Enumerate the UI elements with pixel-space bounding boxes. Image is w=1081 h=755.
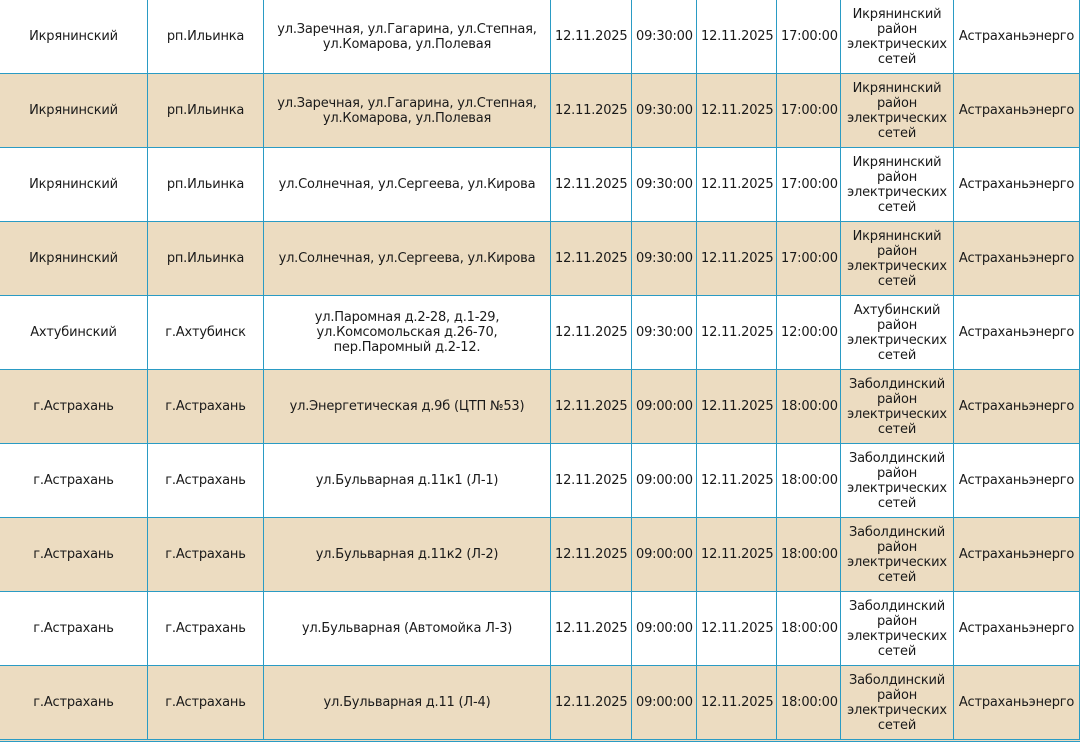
streets-cell: ул.Энергетическая д.9б (ЦТП №53) <box>264 370 551 444</box>
organization-cell: Астраханьэнерго <box>954 592 1080 666</box>
district-cell: Икрянинский <box>0 0 148 74</box>
department-cell: Заболдинский район электрических сетей <box>841 518 954 592</box>
end-date-cell: 12.11.2025 <box>697 518 777 592</box>
start-time-cell: 09:30:00 <box>632 222 697 296</box>
start-time-cell: 09:00:00 <box>632 666 697 741</box>
streets-cell: ул.Бульварная д.11к1 (Л-1) <box>264 444 551 518</box>
streets-cell: ул.Бульварная д.11к2 (Л-2) <box>264 518 551 592</box>
table-row <box>0 592 1080 666</box>
end-time-cell: 18:00:00 <box>777 370 841 444</box>
table-row <box>0 518 1080 592</box>
end-time-cell: 18:00:00 <box>777 518 841 592</box>
table-row <box>0 222 1080 296</box>
end-date-cell: 12.11.2025 <box>697 370 777 444</box>
district-cell: Ахтубинский <box>0 296 148 370</box>
department-cell: Ахтубинский район электрических сетей <box>841 296 954 370</box>
table-row <box>0 296 1080 370</box>
department-cell: Заболдинский район электрических сетей <box>841 444 954 518</box>
locality-cell: рп.Ильинка <box>148 222 264 296</box>
streets-cell: ул.Бульварная д.11 (Л-4) <box>264 666 551 741</box>
end-time-cell: 18:00:00 <box>777 666 841 741</box>
organization-cell: Астраханьэнерго <box>954 148 1080 222</box>
end-time-cell: 17:00:00 <box>777 74 841 148</box>
organization-cell: Астраханьэнерго <box>954 666 1080 741</box>
start-date-cell: 12.11.2025 <box>551 370 632 444</box>
organization-cell: Астраханьэнерго <box>954 444 1080 518</box>
locality-cell: рп.Ильинка <box>148 0 264 74</box>
end-date-cell: 12.11.2025 <box>697 296 777 370</box>
locality-cell: г.Ахтубинск <box>148 296 264 370</box>
end-date-cell: 12.11.2025 <box>697 222 777 296</box>
district-cell: Икрянинский <box>0 222 148 296</box>
table-row <box>0 148 1080 222</box>
start-time-cell: 09:00:00 <box>632 592 697 666</box>
district-cell: г.Астрахань <box>0 444 148 518</box>
streets-cell: ул.Солнечная, ул.Сергеева, ул.Кирова <box>264 222 551 296</box>
end-date-cell: 12.11.2025 <box>697 666 777 741</box>
department-cell: Икрянинский район электрических сетей <box>841 0 954 74</box>
end-date-cell: 12.11.2025 <box>697 444 777 518</box>
start-date-cell: 12.11.2025 <box>551 518 632 592</box>
end-date-cell: 12.11.2025 <box>697 74 777 148</box>
end-time-cell: 17:00:00 <box>777 148 841 222</box>
locality-cell: г.Астрахань <box>148 370 264 444</box>
start-date-cell: 12.11.2025 <box>551 74 632 148</box>
streets-cell: ул.Бульварная (Автомойка Л-3) <box>264 592 551 666</box>
table-row <box>0 444 1080 518</box>
table-row <box>0 74 1080 148</box>
end-date-cell: 12.11.2025 <box>697 0 777 74</box>
organization-cell: Астраханьэнерго <box>954 222 1080 296</box>
department-cell: Икрянинский район электрических сетей <box>841 222 954 296</box>
organization-cell: Астраханьэнерго <box>954 370 1080 444</box>
district-cell: Икрянинский <box>0 148 148 222</box>
department-cell: Икрянинский район электрических сетей <box>841 148 954 222</box>
end-date-cell: 12.11.2025 <box>697 148 777 222</box>
locality-cell: г.Астрахань <box>148 666 264 741</box>
start-date-cell: 12.11.2025 <box>551 666 632 741</box>
department-cell: Икрянинский район электрических сетей <box>841 74 954 148</box>
district-cell: г.Астрахань <box>0 666 148 741</box>
start-time-cell: 09:00:00 <box>632 444 697 518</box>
organization-cell: Астраханьэнерго <box>954 518 1080 592</box>
organization-cell: Астраханьэнерго <box>954 74 1080 148</box>
district-cell: г.Астрахань <box>0 518 148 592</box>
streets-cell: ул.Заречная, ул.Гагарина, ул.Степная, ул.Комарова, ул.Полевая <box>264 0 551 74</box>
locality-cell: г.Астрахань <box>148 592 264 666</box>
end-time-cell: 18:00:00 <box>777 444 841 518</box>
organization-cell: Астраханьэнерго <box>954 296 1080 370</box>
streets-cell: ул.Солнечная, ул.Сергеева, ул.Кирова <box>264 148 551 222</box>
locality-cell: рп.Ильинка <box>148 74 264 148</box>
end-date-cell: 12.11.2025 <box>697 592 777 666</box>
start-date-cell: 12.11.2025 <box>551 148 632 222</box>
department-cell: Заболдинский район электрических сетей <box>841 370 954 444</box>
end-time-cell: 17:00:00 <box>777 222 841 296</box>
end-time-cell: 18:00:00 <box>777 592 841 666</box>
start-date-cell: 12.11.2025 <box>551 444 632 518</box>
locality-cell: рп.Ильинка <box>148 148 264 222</box>
table-row <box>0 666 1080 741</box>
department-cell: Заболдинский район электрических сетей <box>841 592 954 666</box>
start-time-cell: 09:30:00 <box>632 74 697 148</box>
table-row <box>0 370 1080 444</box>
district-cell: Икрянинский <box>0 74 148 148</box>
organization-cell: Астраханьэнерго <box>954 0 1080 74</box>
district-cell: г.Астрахань <box>0 592 148 666</box>
streets-cell: ул.Заречная, ул.Гагарина, ул.Степная, ул.Комарова, ул.Полевая <box>264 74 551 148</box>
start-time-cell: 09:00:00 <box>632 518 697 592</box>
start-time-cell: 09:30:00 <box>632 148 697 222</box>
locality-cell: г.Астрахань <box>148 444 264 518</box>
start-date-cell: 12.11.2025 <box>551 0 632 74</box>
start-time-cell: 09:30:00 <box>632 296 697 370</box>
end-time-cell: 17:00:00 <box>777 0 841 74</box>
locality-cell: г.Астрахань <box>148 518 264 592</box>
district-cell: г.Астрахань <box>0 370 148 444</box>
start-time-cell: 09:00:00 <box>632 370 697 444</box>
end-time-cell: 12:00:00 <box>777 296 841 370</box>
streets-cell: ул.Паромная д.2-28, д.1-29, ул.Комсомольская д.26-70, пер.Паромный д.2-12. <box>264 296 551 370</box>
start-date-cell: 12.11.2025 <box>551 222 632 296</box>
table-row <box>0 0 1080 74</box>
start-date-cell: 12.11.2025 <box>551 592 632 666</box>
department-cell: Заболдинский район электрических сетей <box>841 666 954 741</box>
start-date-cell: 12.11.2025 <box>551 296 632 370</box>
start-time-cell: 09:30:00 <box>632 0 697 74</box>
